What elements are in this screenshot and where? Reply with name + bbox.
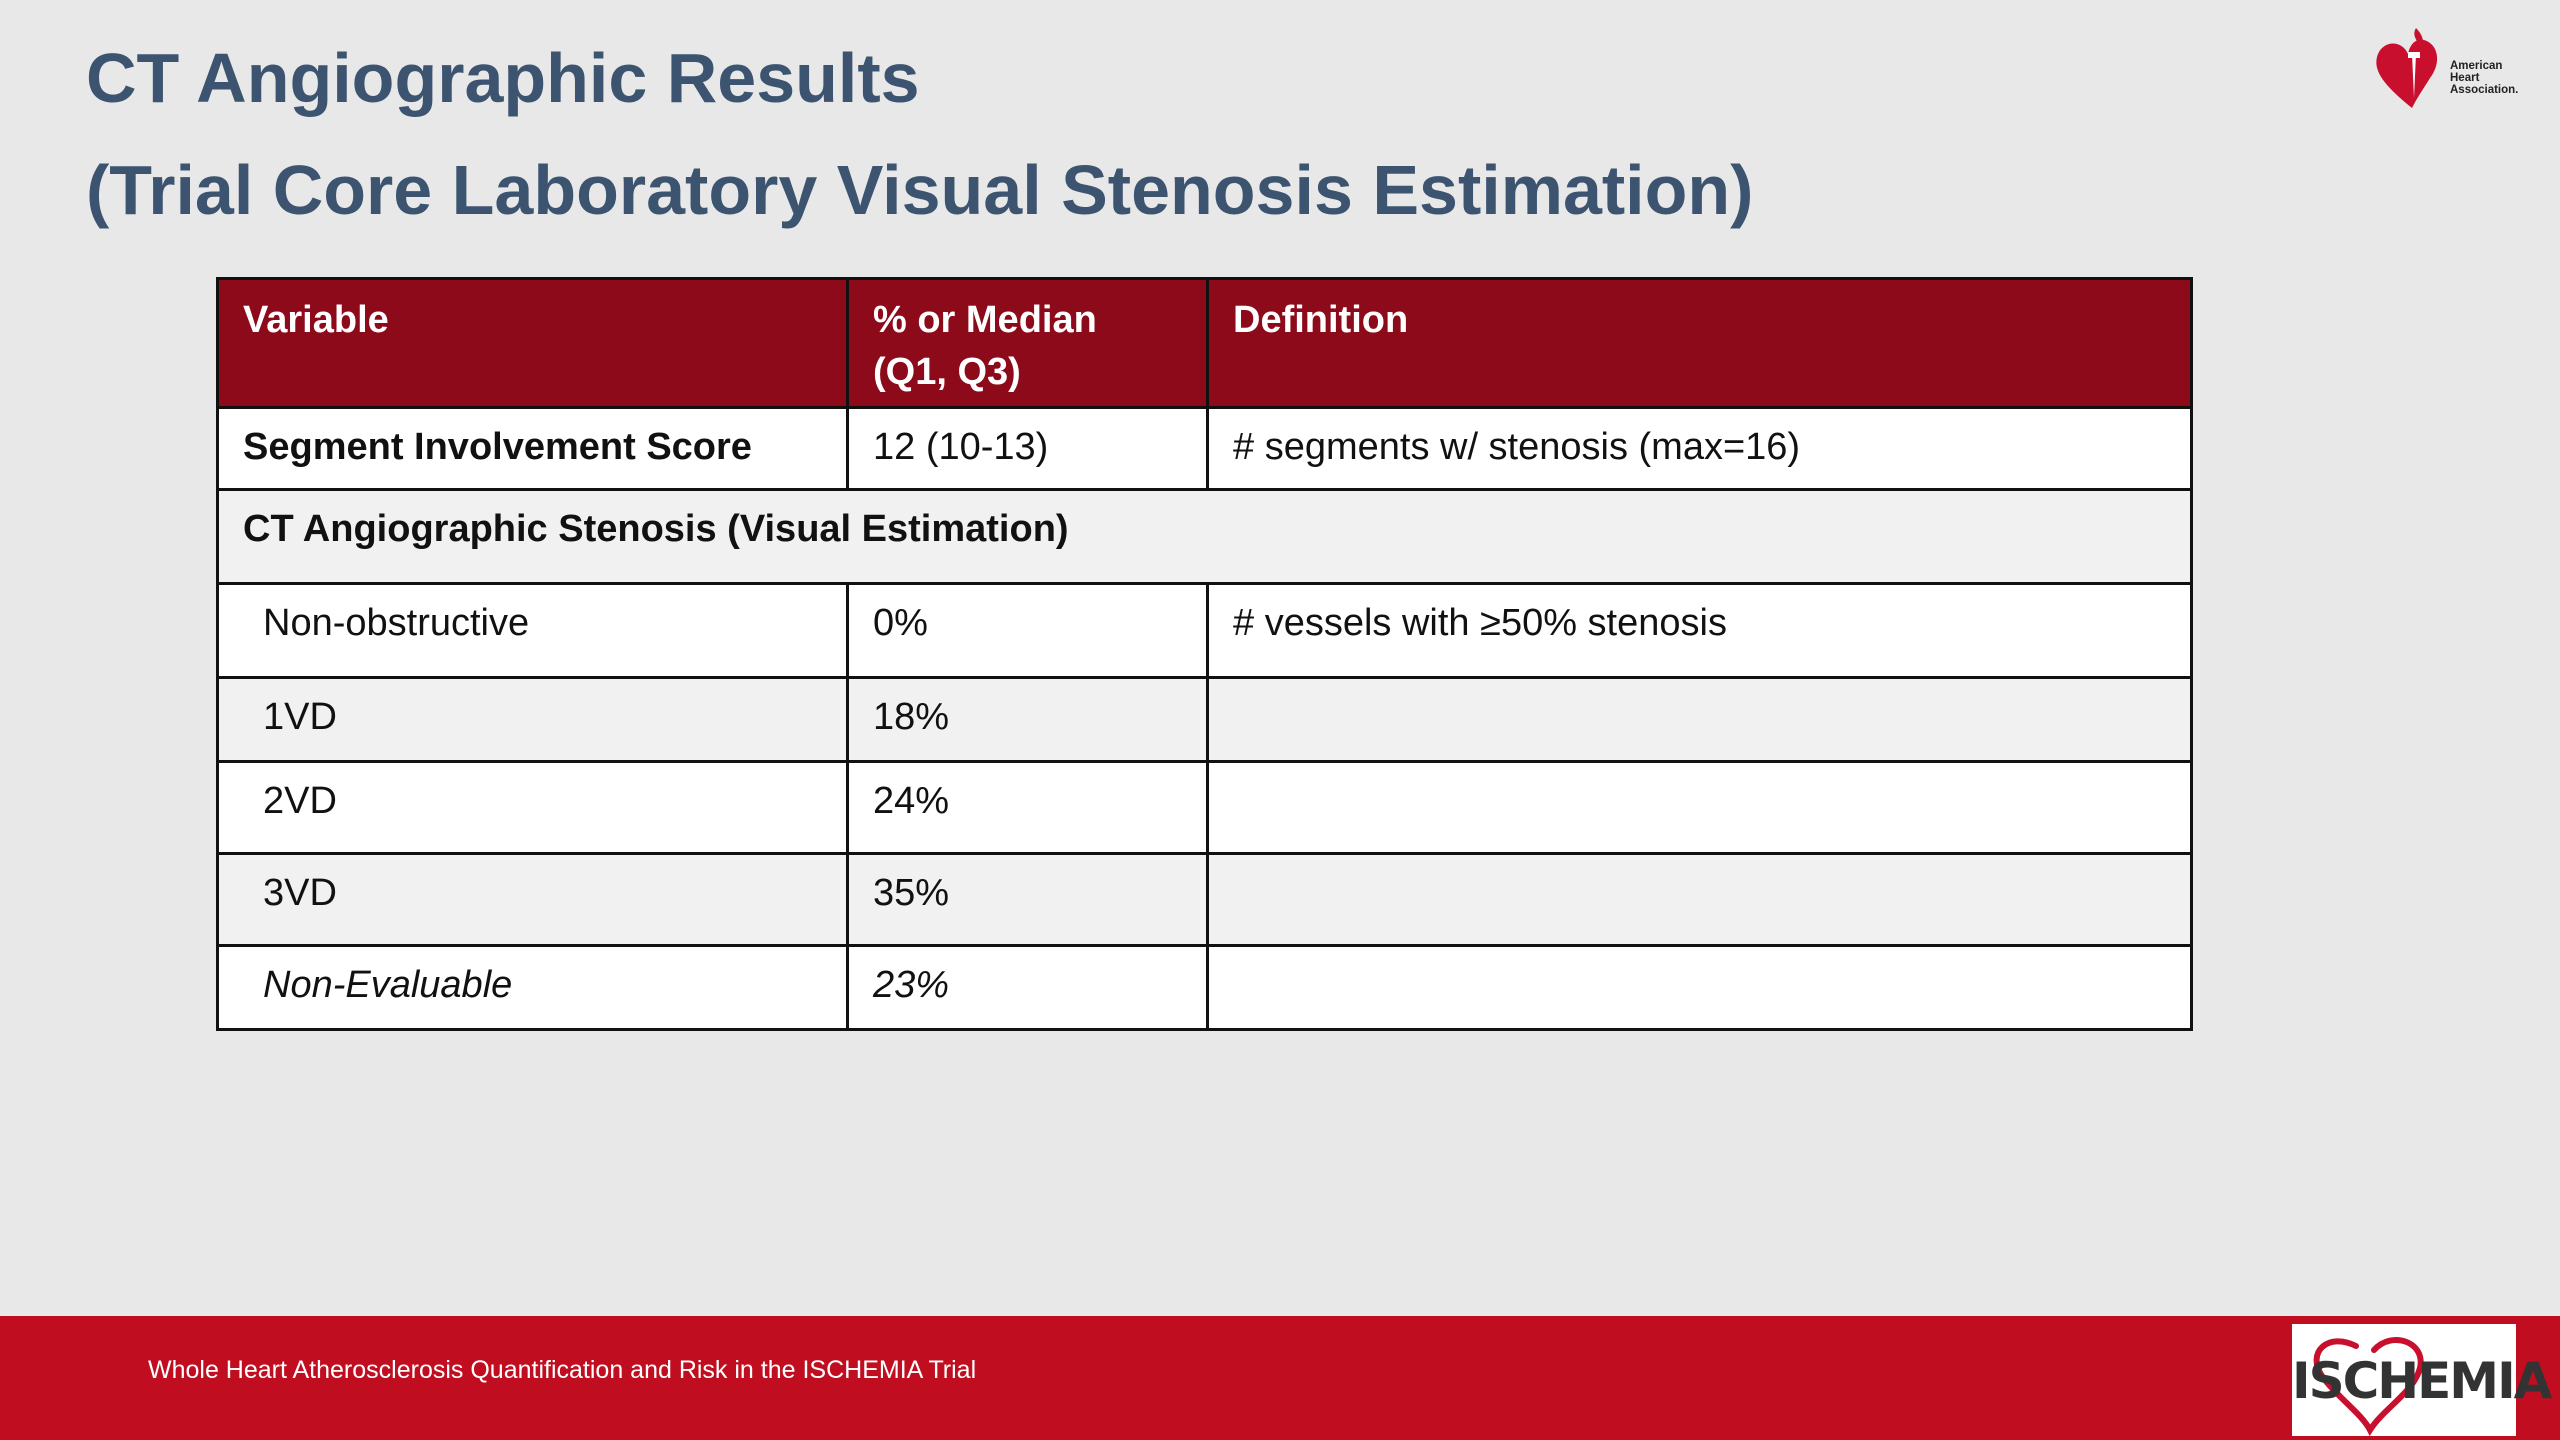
table-row [218,408,2192,490]
header-definition: Definition [1208,279,2192,408]
cell-value: 0% [848,584,1208,678]
header-value-line-1: % or Median [873,299,1097,341]
header-variable: Variable [218,279,848,408]
cell-definition [1208,678,2192,762]
cell-variable: Non-Evaluable [218,946,848,1030]
table-row [218,762,2192,854]
ischemia-logo [2292,1324,2551,1436]
header-value-line-2: (Q1, Q3) [873,351,1021,393]
table-section-row [218,490,2192,584]
footer-bar [0,1316,2560,1440]
table-row [218,854,2192,946]
cell-variable: Segment Involvement Score [218,408,848,490]
title-line-1: CT Angiographic Results [86,39,920,117]
cell-definition [1208,854,2192,946]
cell-variable: 1VD [218,678,848,762]
table-row [218,584,2192,678]
heart-torch-icon [2372,24,2452,110]
results-table [216,277,2193,1031]
cell-value: 24% [848,762,1208,854]
aha-logo-text: American Heart Association. [2450,60,2519,96]
cell-value: 23% [848,946,1208,1030]
cell-value: 18% [848,678,1208,762]
cell-variable: Non-obstructive [218,584,848,678]
aha-logo [2372,24,2532,110]
cell-definition [1208,946,2192,1030]
table-row [218,678,2192,762]
cell-definition: # segments w/ stenosis (max=16) [1208,408,2192,490]
cell-value: 12 (10-13) [848,408,1208,490]
slide-title [86,22,1753,246]
table-row [218,946,2192,1030]
footer-text: Whole Heart Atherosclerosis Quantification and Risk in the ISCHEMIA Trial [148,1356,977,1384]
cell-variable: 3VD [218,854,848,946]
title-line-2: (Trial Core Laboratory Visual Stenosis Estimation) [86,151,1754,229]
cell-definition [1208,762,2192,854]
section-label: CT Angiographic Stenosis (Visual Estimation) [218,490,2192,584]
cell-variable: 2VD [218,762,848,854]
ischemia-logo-text: ISCHEMIA [2292,1352,2551,1410]
cell-definition: # vessels with ≥50% stenosis [1208,584,2192,678]
cell-value: 35% [848,854,1208,946]
table-header-row [218,279,2192,408]
header-value [848,279,1208,408]
